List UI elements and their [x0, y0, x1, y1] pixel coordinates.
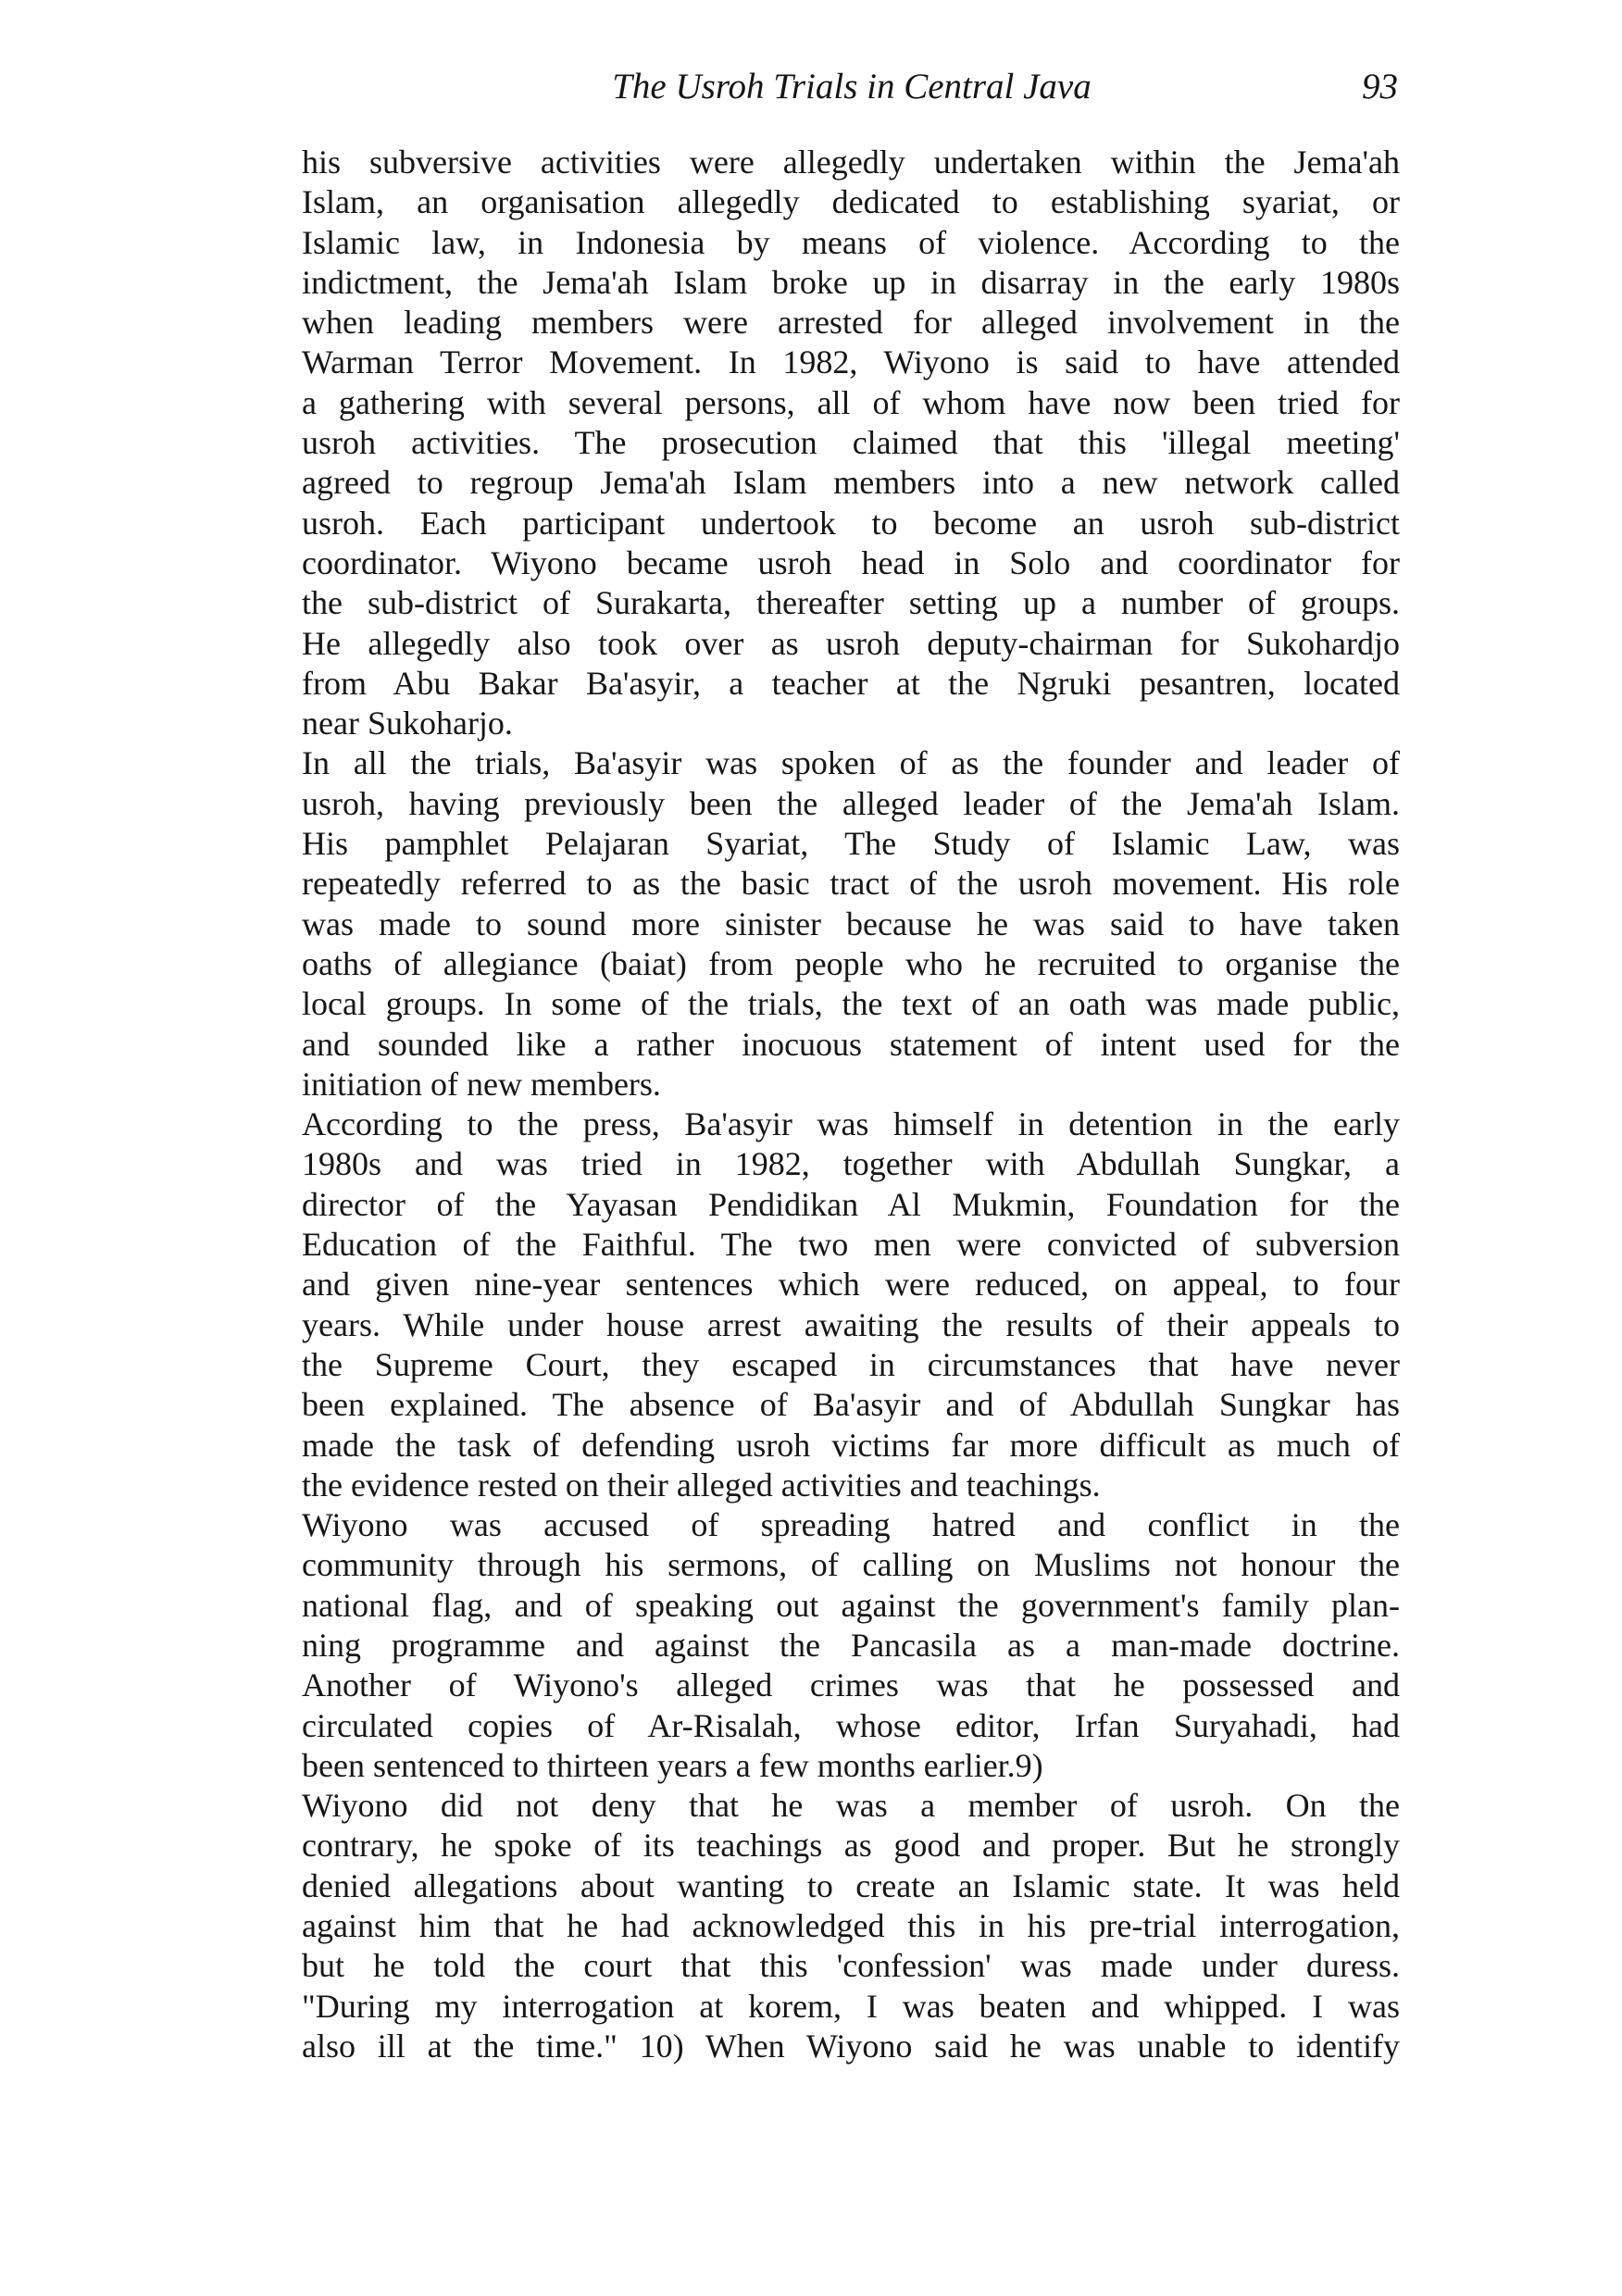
paragraph	[302, 1505, 1400, 1786]
text-line: also ill at the time." 10) When Wiyono said he was unable to identify	[302, 2027, 1400, 2065]
text-line: Warman Terror Movement. In 1982, Wiyono is said to have attended	[302, 343, 1400, 381]
text-line: the evidence rested on their alleged activities and teachings.	[302, 1466, 1101, 1504]
paragraph	[302, 143, 1400, 743]
text-line: Another of Wiyono's alleged crimes was that he possessed and	[302, 1666, 1400, 1704]
text-line: national flag, and of speaking out against the government's family plan-	[302, 1586, 1400, 1624]
text-line: Islamic law, in Indonesia by means of violence. According to the	[302, 223, 1400, 261]
text-line: contrary, he spoke of its teachings as good and proper. But he strongly	[302, 1827, 1400, 1865]
text-line: director of the Yayasan Pendidikan Al Mukmin, Foundation for the	[302, 1185, 1400, 1223]
text-line: Islam, an organisation allegedly dedicated to establishing syariat, or	[302, 183, 1400, 221]
text-line: In all the trials, Ba'asyir was spoken of as the founder and leader of	[302, 744, 1400, 782]
paragraph	[302, 1104, 1400, 1505]
text-line: community through his sermons, of calling on Muslims not honour the	[302, 1546, 1400, 1584]
running-title: The Usroh Trials in Central Java	[612, 67, 1092, 106]
text-line: local groups. In some of the trials, the text of an oath was made public,	[302, 985, 1400, 1023]
page-number: 93	[1362, 67, 1398, 106]
text-line: and given nine-year sentences which were reduced, on appeal, to four	[302, 1266, 1400, 1304]
text-line: usroh activities. The prosecution claimed that this 'illegal meeting'	[302, 424, 1400, 462]
text-line: indictment, the Jema'ah Islam broke up in disarray in the early 1980s	[302, 263, 1400, 301]
text-line: from Abu Bakar Ba'asyir, a teacher at the Ngruki pesantren, located	[302, 664, 1400, 702]
body-text	[302, 143, 1400, 2066]
text-line: usroh. Each participant undertook to become an usroh sub-district	[302, 504, 1400, 542]
text-line: been explained. The absence of Ba'asyir and of Abdullah Sungkar has	[302, 1386, 1400, 1424]
text-line: his subversive activities were allegedly undertaken within the Jema'ah	[302, 144, 1400, 181]
text-line: denied allegations about wanting to create an Islamic state. It was held	[302, 1866, 1400, 1904]
text-line: According to the press, Ba'asyir was himself in detention in the early	[302, 1105, 1400, 1143]
text-line: near Sukoharjo.	[302, 705, 513, 742]
text-line: made the task of defending usroh victims far more difficult as much of	[302, 1426, 1400, 1464]
text-line: when leading members were arrested for alleged involvement in the	[302, 304, 1400, 342]
text-line: been sentenced to thirteen years a few months earlier.9)	[302, 1746, 1043, 1784]
text-line: against him that he had acknowledged this in his pre-trial interrogation,	[302, 1907, 1400, 1945]
text-line: but he told the court that this 'confession' was made under duress.	[302, 1947, 1400, 1985]
text-line: the sub-district of Surakarta, thereafter setting up a number of groups.	[302, 584, 1400, 622]
text-line: 1980s and was tried in 1982, together with Abdullah Sungkar, a	[302, 1145, 1400, 1183]
text-line: coordinator. Wiyono became usroh head in Solo and coordinator for	[302, 543, 1400, 581]
text-line: oaths of allegiance (baiat) from people who he recruited to organise the	[302, 944, 1400, 982]
text-line: Wiyono did not deny that he was a member of usroh. On the	[302, 1787, 1400, 1825]
text-line: He allegedly also took over as usroh deputy-chairman for Sukohardjo	[302, 624, 1400, 662]
text-line: usroh, having previously been the alleged leader of the Jema'ah Islam.	[302, 784, 1400, 822]
text-line: the Supreme Court, they escaped in circumstances that have never	[302, 1345, 1400, 1383]
running-header	[306, 59, 1398, 115]
text-line: His pamphlet Pelajaran Syariat, The Study of Islamic Law, was	[302, 825, 1400, 863]
text-line: was made to sound more sinister because he was said to have taken	[302, 905, 1400, 942]
text-line: circulated copies of Ar-Risalah, whose editor, Irfan Suryahadi, had	[302, 1706, 1400, 1744]
text-line: a gathering with several persons, all of whom have now been tried for	[302, 383, 1400, 421]
paragraph	[302, 743, 1400, 1104]
text-line: years. While under house arrest awaiting the results of their appeals to	[302, 1305, 1400, 1343]
text-line: ning programme and against the Pancasila as a man-made doctrine.	[302, 1626, 1400, 1664]
text-line: initiation of new members.	[302, 1065, 661, 1103]
text-line: "During my interrogation at korem, I was beaten and whipped. I was	[302, 1987, 1400, 2025]
text-line: Wiyono was accused of spreading hatred and conflict in the	[302, 1506, 1400, 1544]
paragraph	[302, 1786, 1400, 2066]
text-line: and sounded like a rather inocuous statement of intent used for the	[302, 1025, 1400, 1063]
text-line: Education of the Faithful. The two men were convicted of subversion	[302, 1226, 1400, 1264]
text-line: agreed to regroup Jema'ah Islam members into a new network called	[302, 464, 1400, 502]
text-line: repeatedly referred to as the basic tract of the usroh movement. His role	[302, 865, 1400, 903]
